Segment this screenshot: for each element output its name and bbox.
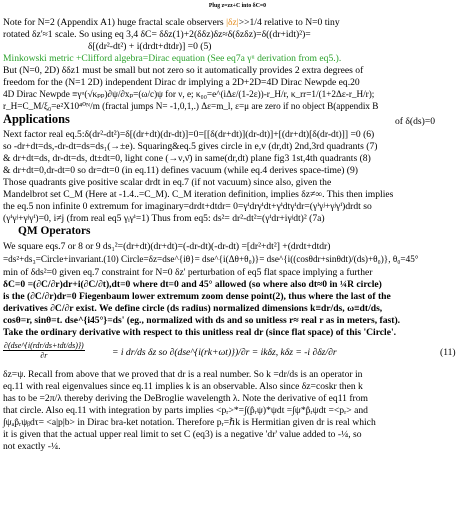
para1-line-6: freedom for the (N=1 2D) independent Dirac dr implying a 2D+2D=4D Dirac Newpde eq.20 bbox=[3, 77, 360, 88]
qm-heading: QM Operators bbox=[18, 225, 91, 237]
text-span: |δz| bbox=[226, 17, 239, 28]
para1-line-2: rotated δz'≈1 scale. So using eq 3,4 δC= δδz(1)+2(δδz)δz≈δ(δzδz)=δ((dr+idt)²)= bbox=[3, 29, 311, 40]
qm-line-4: δC=0 =(∂C/∂r)dr+i(∂C/∂t),dt=0 where dt=0 and 45° allowed (so where also dt≈0 in ¼R circle) bbox=[3, 279, 382, 290]
qm-line-3: min of δds²=0 given eq.7 constraint for N=0 δz' perturbation of eq5 flat space implying a further bbox=[3, 267, 373, 278]
applications-line-4: & dr+dt=0,dr-dt=0 so dr=dt=0 (in eq.11) defines vacuum (while eq.4 derives space-time) (9) bbox=[3, 165, 358, 176]
qm-para-line-6: it is given that the actual upper real limit to set C (eq3) is a negative 'dr' value added to -¼, so bbox=[3, 429, 362, 440]
applications-line-7: the eq.5 non infinite 0 extremum for imaginary=drdt+dtdr= 0=γⁱdrγⁱdt+γⁱdtγⁱdr=(γⁱγʲ+γʲγⁱ)drdt so bbox=[3, 201, 372, 212]
qm-para-line-2: eq.11 with real eigenvalues since eq.11 implies k is an observable. Also since δz=coskr then k bbox=[3, 381, 363, 392]
eq11-number: (11) bbox=[440, 347, 456, 358]
qm-line-7: cosθ=r, sinθ=t. dse^{i45°}=ds' (eg., normalized with ds and so unitless r≈ real r as in meters, fast). bbox=[3, 315, 401, 326]
applications-line-3: & dr+dt=ds, dr-dt=ds, dt±dt=0, light cone (→ν,ν̄) in same(dr,dt) plane fig3 1st,4th quadrants (8) bbox=[3, 153, 371, 164]
applications-line-1: Next factor real eq.5:δ(dr²-dt²)=δ[(dr+dt)(dr-dt)]=0=[[δ(dr+dt)](dr-dt)]+[(dr+dt)[δ(dr-dt)]] =0 (6) bbox=[3, 129, 375, 140]
qm-para-line-5: ∫ψₐp̂ᵣψᵦdτ= <a|p|b> in Dirac bra-ket notation. Therefore pᵣ=ℏk is Hermitian given dr is real which bbox=[3, 417, 376, 428]
applications-heading: Applications bbox=[3, 112, 70, 126]
eq11-lhs-fraction bbox=[3, 341, 85, 360]
eq11-lhs-numerator: ∂(dse^{i(rdr/ds+tdt/ds)}) bbox=[4, 341, 84, 350]
text-span: >>1/4 relative to N=0 tiny bbox=[238, 17, 340, 28]
para1-line-4: Minkowski metric +Clifford algebra=Dirac equation (See eq7a γᵘ derivation from eq5.). bbox=[3, 53, 342, 64]
para1-line-3-eq5: δ[(dr²-dt²) + i(drdt+dtdr)] =0 (5) bbox=[88, 41, 212, 52]
applications-line-5: Those quadrants give positive scalar drdt in eq.7 (if not vacuum) since also, given the bbox=[3, 177, 332, 188]
para1-line-8: r_H=C_M/ξ₀=e²X10⁴⁰ᴺ/m (fractal jumps N= -1,0,1,.) Δε=m_l, ε=μ are zero if no object B(appendix B bbox=[3, 101, 379, 111]
eq11-body: = i dr/ds δz so ∂(dse^{i(rk+ωt)})/∂r = ikδz, kδz = -i ∂δz/∂r bbox=[112, 347, 337, 358]
qm-line-1: We square eqs.7 or 8 or 9 ds₁²=(dr+dt)(dr+dt)=(-dr-dt)(-dr-dt) =[dr²+dt²] +(drdt+dtdr) bbox=[3, 241, 331, 252]
qm-line-5: is the (∂C/∂r)dr=0 Fiegenbaum lower extremum zoom dense point(2), thus where the last of the bbox=[3, 291, 391, 302]
para1-line-1 bbox=[3, 17, 340, 28]
qm-line-8: Take the ordinary derivative with respect to this unitless real dr (since flat space) of this 'Circle'. bbox=[3, 327, 397, 338]
para1-line-7: 4D Dirac Newpde ≡γᵘ(√κₚₚ)∂ψ/∂xₚ=(ω/c)ψ for ν, e; κ₀₀=e^(iΔε/(1-2ε))-r_H/r, κ_rr=1/(1+2Δε-r_H/r); bbox=[3, 89, 375, 99]
applications-line-2: so -dr+dt=ds,-dr-dt=ds=ds₁(→±e). Squaring&eq.5 gives circle in e,v (dr,dt) 2nd,3rd quadrants (7) bbox=[3, 141, 378, 152]
applications-side-label: of δ(ds)=0 bbox=[395, 116, 436, 127]
eq11-lhs-denominator: ∂r bbox=[40, 351, 48, 360]
qm-para-line-1: δz=ψ. Recall from above that we proved that dr is a real number. So k =dr/ds is an operator in bbox=[3, 369, 363, 380]
applications-line-8: (γⁱγʲ+γʲγⁱ)=0, i≠j (from real eq5 γᵢγⁱ=1) Thus from eq5: ds²= dr²-dt²=(γⁱdr+iγʲdt)² (7a) bbox=[3, 213, 325, 224]
qm-para-line-4: that circle. Also eq.11 with integration by parts implies <pᵣ>*=∫(p̂ᵣψ)*ψdt =∫ψ*p̂ᵣψdt =<pᵣ> and bbox=[3, 405, 368, 416]
page-title: Plug z=zz+C into δC=0 bbox=[208, 3, 267, 9]
qm-para-line-7: not exactly -¼. bbox=[3, 441, 61, 452]
qm-line-6: derivatives ∂C/∂r exist. We define circle (ds radius) normalized dimensions k≡dr/ds, ω≡dt/ds, bbox=[3, 303, 383, 314]
applications-line-6: Mandelbrot set C_M (Here at -1.4..=C_M). C_M iteration definition, implies δz≠∞. This then implies bbox=[3, 189, 394, 200]
qm-para-line-3: has to be =2π/λ thereby deriving the DeBroglie wavelength λ. Note the derivative of eq11 from bbox=[3, 393, 369, 404]
text-span: Note for N=2 (Appendix A1) huge fractal scale observers bbox=[3, 17, 227, 28]
para1-line-5: But (N=0, 2D) δδz1 must be small but not zero so it automatically provides 2 extra degrees of bbox=[3, 65, 364, 76]
qm-line-2: =ds²+ds₃=Circle+invariant.(10) Circle=δz=dse^{iθ}= dse^{i(Δθ+θ₀)}= dse^{i((cosθdr+sinθdt)/(ds)+θ₀)}, θ₀=45° bbox=[3, 254, 419, 264]
